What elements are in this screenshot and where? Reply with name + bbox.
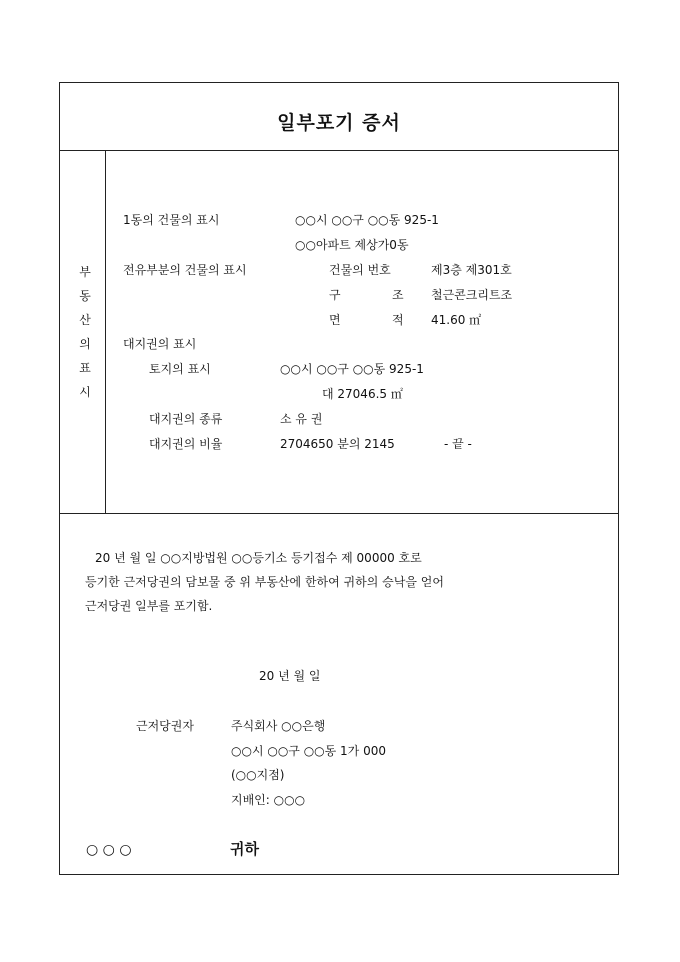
exclusive-label: 전유부분의 건물의 표시 [123, 263, 247, 277]
statement-line-2: 등기한 근저당권의 담보물 중 위 부동산에 한하여 귀하의 승낙을 얻어 [85, 575, 444, 589]
building-label: 1동의 건물의 표시 [123, 213, 220, 227]
creditor-name: 주식회사 ○○은행 [231, 719, 326, 733]
creditor-manager: 지배인: ○○○ [231, 793, 306, 807]
document-title: 일부포기 증서 [277, 112, 401, 134]
area-label-a: 면 [329, 313, 341, 327]
land-label: 토지의 표시 [149, 362, 211, 376]
building-address: ○○시 ○○구 ○○동 925-1 [295, 213, 439, 227]
unit-number-value: 제3층 제301호 [431, 263, 512, 277]
recipient-name: ○ ○ ○ [86, 842, 132, 858]
structure-label-b: 조 [392, 288, 404, 302]
divider-title [60, 150, 618, 151]
land-address: ○○시 ○○구 ○○동 925-1 [280, 362, 424, 376]
document-frame [59, 82, 619, 875]
recipient-suffix: 귀하 [230, 840, 259, 858]
structure-value: 철근콘크리트조 [431, 288, 513, 302]
creditor-branch: (○○지점) [231, 768, 285, 782]
side-label-char: 의 [79, 337, 91, 351]
right-ratio-value: 2704650 분의 2145 [280, 437, 395, 451]
right-type-label: 대지권의 종류 [149, 412, 223, 426]
unit-number-label: 건물의 번호 [329, 263, 391, 277]
right-ratio-label: 대지권의 비율 [149, 437, 223, 451]
area-value: 41.60 ㎡ [431, 313, 482, 327]
statement-line-1: 20 년 월 일 ○○지방법원 ○○등기소 등기접수 제 00000 호로 [95, 551, 422, 565]
right-type-value: 소 유 권 [280, 412, 323, 426]
creditor-address: ○○시 ○○구 ○○동 1가 000 [231, 744, 386, 758]
side-label-char: 부 [79, 265, 91, 279]
side-label-char: 표 [79, 361, 91, 375]
side-label-char: 동 [79, 289, 91, 303]
side-label-char: 산 [79, 313, 91, 327]
divider-property [60, 513, 618, 514]
building-name: ○○아파트 제상가0동 [295, 238, 409, 252]
side-label-char: 시 [79, 385, 91, 399]
land-right-label: 대지권의 표시 [123, 337, 197, 351]
issue-date: 20 년 월 일 [259, 669, 321, 683]
structure-label-a: 구 [329, 288, 341, 302]
statement-line-3: 근저당권 일부를 포기함. [85, 599, 213, 613]
end-mark: - 끝 - [444, 437, 472, 451]
divider-side [105, 150, 106, 513]
creditor-label: 근저당권자 [136, 719, 194, 733]
land-area: 대 27046.5 ㎡ [322, 387, 403, 401]
area-label-b: 적 [392, 313, 404, 327]
